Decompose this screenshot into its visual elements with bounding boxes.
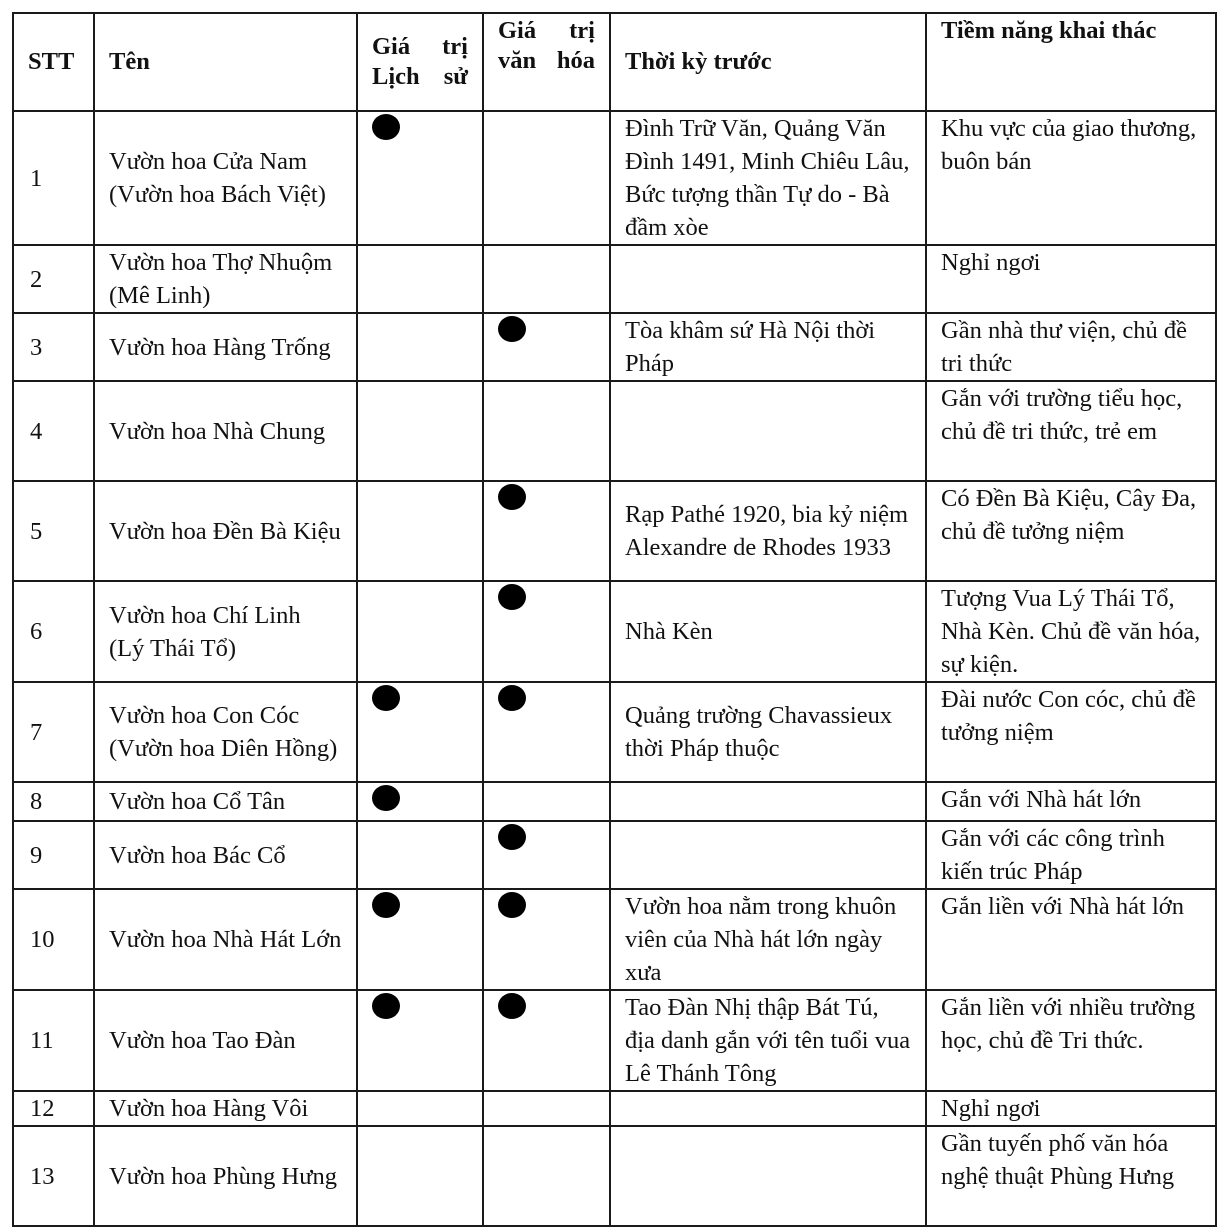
cell-tiem-nang: Gần nhà thư viện, chủ đề tri thức xyxy=(926,313,1216,381)
table-row xyxy=(13,111,1216,245)
table-row xyxy=(13,889,1216,990)
cell-tiem-nang: Tượng Vua Lý Thái Tổ, Nhà Kèn. Chủ đề văn hóa, sự kiện. xyxy=(926,581,1216,682)
cell-thoi-ky: Đình Trữ Văn, Quảng Văn Đình 1491, Minh Chiêu Lâu, Bức tượng thần Tự do - Bà đầm xòe xyxy=(610,111,926,245)
table-row xyxy=(13,481,1216,581)
cell-tiem-nang: Gắn với trường tiểu học, chủ đề tri thức, trẻ em xyxy=(926,381,1216,481)
cell-stt: 4 xyxy=(13,381,94,481)
cell-lich-su xyxy=(357,1091,483,1126)
cell-van-hoa xyxy=(483,1126,610,1226)
cell-ten: Vườn hoa Nhà Hát Lớn xyxy=(94,889,357,990)
cell-van-hoa xyxy=(483,990,610,1091)
cell-van-hoa xyxy=(483,245,610,313)
cell-thoi-ky: Quảng trường Chavassieux thời Pháp thuộc xyxy=(610,682,926,782)
cell-lich-su xyxy=(357,111,483,245)
cell-thoi-ky: Rạp Pathé 1920, bia kỷ niệm Alexandre de Rhodes 1933 xyxy=(610,481,926,581)
cell-tiem-nang: Nghỉ ngơi xyxy=(926,1091,1216,1126)
cell-van-hoa xyxy=(483,1091,610,1126)
filled-circle-marker-icon xyxy=(498,584,526,610)
cell-stt: 13 xyxy=(13,1126,94,1226)
cell-thoi-ky xyxy=(610,821,926,889)
cell-thoi-ky xyxy=(610,245,926,313)
cell-stt: 9 xyxy=(13,821,94,889)
table-row xyxy=(13,581,1216,682)
cell-thoi-ky xyxy=(610,1126,926,1226)
cell-thoi-ky: Tòa khâm sứ Hà Nội thời Pháp xyxy=(610,313,926,381)
filled-circle-marker-icon xyxy=(498,993,526,1019)
cell-van-hoa xyxy=(483,111,610,245)
cell-stt: 10 xyxy=(13,889,94,990)
cell-tiem-nang: Gắn với các công trình kiến trúc Pháp xyxy=(926,821,1216,889)
cell-van-hoa xyxy=(483,313,610,381)
table-row xyxy=(13,682,1216,782)
table-row xyxy=(13,381,1216,481)
table-row xyxy=(13,1091,1216,1126)
cell-tiem-nang: Đài nước Con cóc, chủ đề tưởng niệm xyxy=(926,682,1216,782)
filled-circle-marker-icon xyxy=(372,685,400,711)
cell-tiem-nang: Gần tuyến phố văn hóa nghệ thuật Phùng Hưng xyxy=(926,1126,1216,1226)
cell-ten: Vườn hoa Nhà Chung xyxy=(94,381,357,481)
filled-circle-marker-icon xyxy=(498,892,526,918)
cell-ten: Vườn hoa Đền Bà Kiệu xyxy=(94,481,357,581)
filled-circle-marker-icon xyxy=(372,993,400,1019)
cell-stt: 7 xyxy=(13,682,94,782)
cell-van-hoa xyxy=(483,581,610,682)
cell-lich-su xyxy=(357,889,483,990)
table-row xyxy=(13,1126,1216,1226)
cell-thoi-ky xyxy=(610,381,926,481)
header-thoi-ky: Thời kỳ trước xyxy=(610,13,926,111)
cell-stt: 2 xyxy=(13,245,94,313)
filled-circle-marker-icon xyxy=(372,892,400,918)
cell-tiem-nang: Có Đền Bà Kiệu, Cây Đa, chủ đề tưởng niệm xyxy=(926,481,1216,581)
cell-lich-su xyxy=(357,245,483,313)
cell-lich-su xyxy=(357,481,483,581)
cell-ten: Vườn hoa Con Cóc (Vườn hoa Diên Hồng) xyxy=(94,682,357,782)
filled-circle-marker-icon xyxy=(498,484,526,510)
header-tiem-nang: Tiềm năng khai thác xyxy=(926,13,1216,111)
cell-stt: 6 xyxy=(13,581,94,682)
filled-circle-marker-icon xyxy=(498,316,526,342)
filled-circle-marker-icon xyxy=(498,824,526,850)
cell-van-hoa xyxy=(483,889,610,990)
cell-lich-su xyxy=(357,581,483,682)
cell-thoi-ky: Vườn hoa nằm trong khuôn viên của Nhà hát lớn ngày xưa xyxy=(610,889,926,990)
cell-van-hoa xyxy=(483,682,610,782)
header-van-hoa: Giá trị văn hóa xyxy=(483,13,610,111)
cell-tiem-nang: Gắn liền với nhiều trường học, chủ đề Tri thức. xyxy=(926,990,1216,1091)
cell-ten: Vườn hoa Tao Đàn xyxy=(94,990,357,1091)
table-row xyxy=(13,313,1216,381)
cell-stt: 3 xyxy=(13,313,94,381)
cell-lich-su xyxy=(357,381,483,481)
cell-tiem-nang: Gắn liền với Nhà hát lớn xyxy=(926,889,1216,990)
cell-stt: 1 xyxy=(13,111,94,245)
cell-lich-su xyxy=(357,782,483,821)
cell-ten: Vườn hoa Phùng Hưng xyxy=(94,1126,357,1226)
cell-ten: Vườn hoa Cửa Nam (Vườn hoa Bách Việt) xyxy=(94,111,357,245)
cell-stt: 12 xyxy=(13,1091,94,1126)
cell-ten: Vườn hoa Chí Linh (Lý Thái Tổ) xyxy=(94,581,357,682)
cell-lich-su xyxy=(357,1126,483,1226)
cell-lich-su xyxy=(357,990,483,1091)
cell-thoi-ky: Tao Đàn Nhị thập Bát Tú, địa danh gắn với tên tuổi vua Lê Thánh Tông xyxy=(610,990,926,1091)
filled-circle-marker-icon xyxy=(372,114,400,140)
table-row xyxy=(13,782,1216,821)
cell-lich-su xyxy=(357,821,483,889)
cell-van-hoa xyxy=(483,481,610,581)
cell-stt: 5 xyxy=(13,481,94,581)
cell-ten: Vườn hoa Hàng Vôi xyxy=(94,1091,357,1126)
header-lich-su: Giá trị Lịch sử xyxy=(357,13,483,111)
table-row xyxy=(13,245,1216,313)
cell-lich-su xyxy=(357,313,483,381)
cell-ten: Vườn hoa Hàng Trống xyxy=(94,313,357,381)
cell-thoi-ky: Nhà Kèn xyxy=(610,581,926,682)
table-row xyxy=(13,821,1216,889)
cell-tiem-nang: Khu vực của giao thương, buôn bán xyxy=(926,111,1216,245)
table-row xyxy=(13,990,1216,1091)
cell-ten: Vườn hoa Bác Cổ xyxy=(94,821,357,889)
filled-circle-marker-icon xyxy=(498,685,526,711)
parks-table xyxy=(12,12,1217,1227)
header-ten: Tên xyxy=(94,13,357,111)
cell-tiem-nang: Nghỉ ngơi xyxy=(926,245,1216,313)
header-stt: STT xyxy=(13,13,94,111)
cell-van-hoa xyxy=(483,381,610,481)
cell-ten: Vườn hoa Thợ Nhuộm (Mê Linh) xyxy=(94,245,357,313)
cell-tiem-nang: Gắn với Nhà hát lớn xyxy=(926,782,1216,821)
cell-ten: Vườn hoa Cổ Tân xyxy=(94,782,357,821)
cell-thoi-ky xyxy=(610,782,926,821)
cell-thoi-ky xyxy=(610,1091,926,1126)
cell-van-hoa xyxy=(483,782,610,821)
cell-stt: 8 xyxy=(13,782,94,821)
header-row xyxy=(13,13,1216,111)
cell-van-hoa xyxy=(483,821,610,889)
cell-lich-su xyxy=(357,682,483,782)
cell-stt: 11 xyxy=(13,990,94,1091)
filled-circle-marker-icon xyxy=(372,785,400,811)
